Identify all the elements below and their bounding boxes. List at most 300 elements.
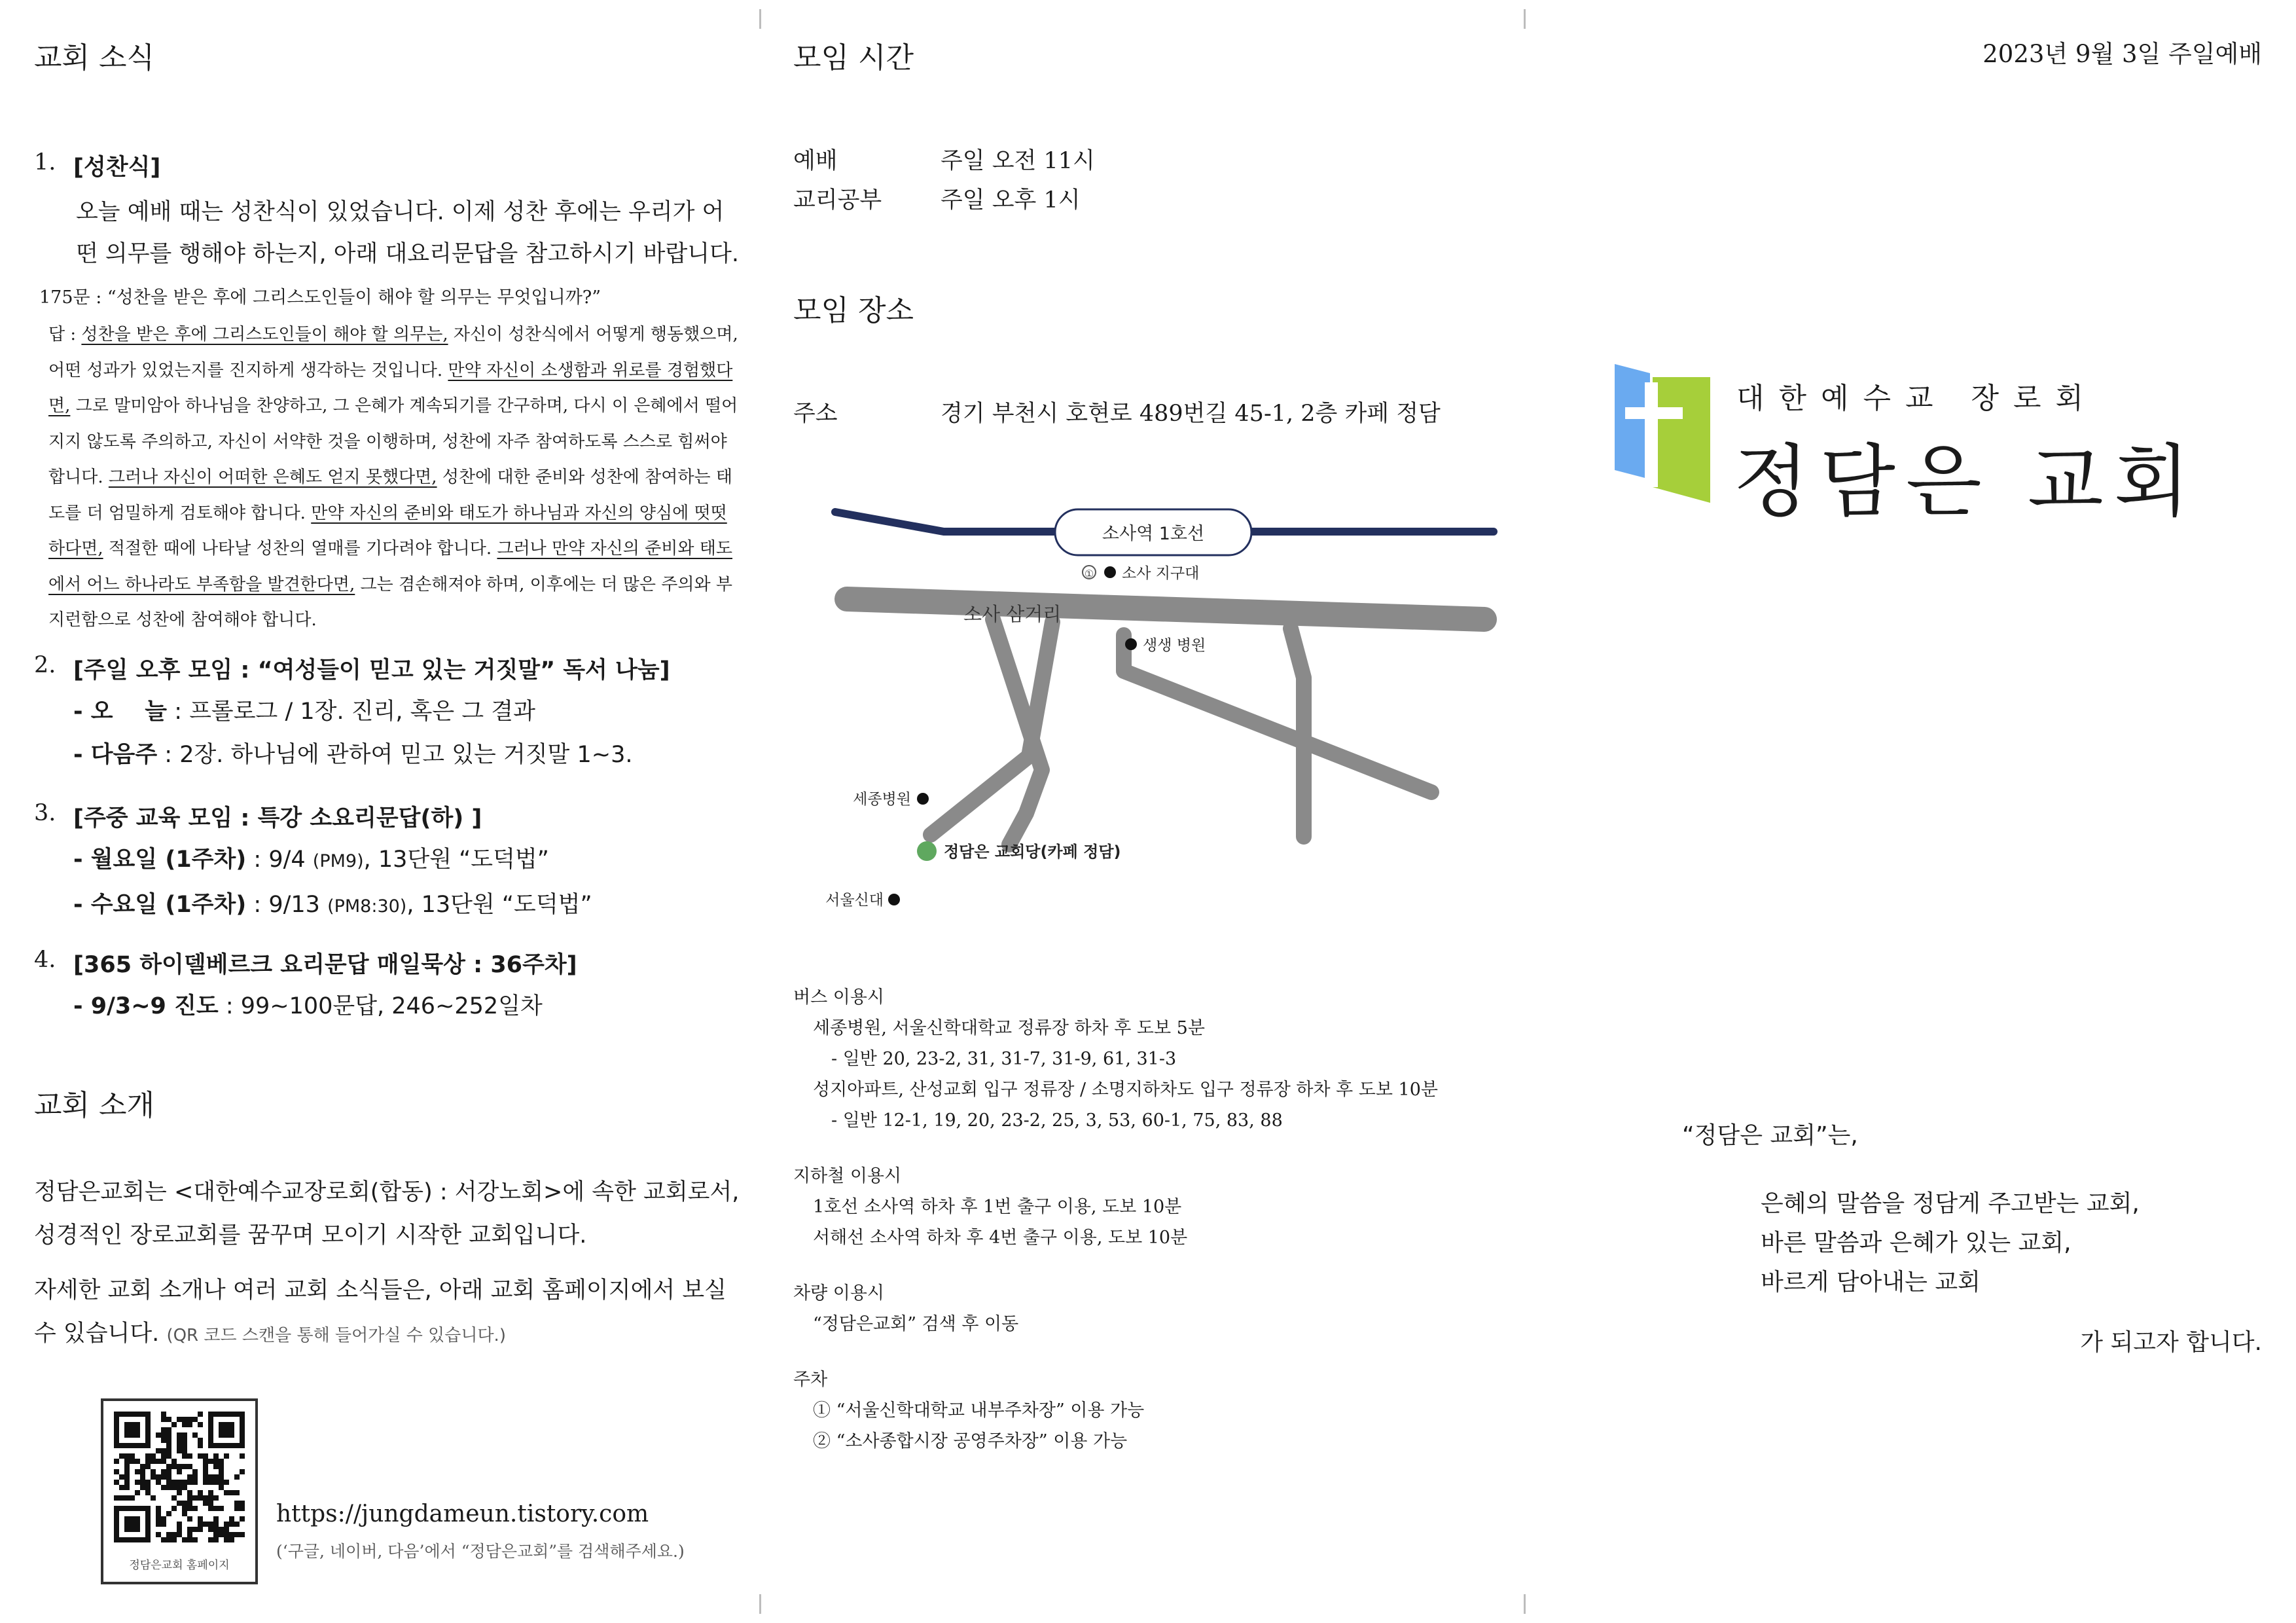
qr-module (182, 1501, 187, 1506)
qr-module (219, 1506, 224, 1511)
row-value: 경기 부천시 호현로 489번길 45-1, 2층 카페 정담 (941, 401, 1441, 427)
qr-module (114, 1469, 119, 1474)
qr-caption: 정담은교회 홈페이지 (129, 1559, 230, 1572)
qr-module (192, 1432, 198, 1438)
worship-time-row (793, 143, 1095, 175)
bus-heading: 버스 이용시 (793, 987, 884, 1008)
qr-module (156, 1474, 161, 1480)
item-number: 2. (34, 652, 56, 678)
qr-module (161, 1432, 166, 1438)
fold-mark (759, 9, 761, 29)
schedule-time: (PM8:30) (327, 896, 407, 917)
hospital-label: 세종병원 (853, 791, 911, 808)
schedule-time: (PM9) (312, 851, 364, 871)
qr-module (234, 1501, 240, 1506)
qr-module (234, 1490, 240, 1495)
item-title: [주일 오후 모임 : “여성들이 믿고 있는 거짓말” 독서 나눔] (73, 657, 670, 684)
qr-module (177, 1464, 182, 1469)
row-label: 주소 (793, 401, 838, 427)
qr-module (161, 1516, 166, 1522)
qr-module (124, 1480, 130, 1485)
qr-module (119, 1474, 124, 1480)
qr-module (161, 1427, 166, 1432)
news-item-weekday-class (34, 800, 741, 928)
qr-module (208, 1506, 213, 1511)
item-number: 3. (34, 800, 56, 826)
qr-module (187, 1527, 192, 1532)
answer-text: 만약 자신이 소생함과 위로를 경험했다면, (48, 360, 733, 416)
qr-module (161, 1453, 166, 1459)
qr-module (135, 1469, 140, 1474)
qr-module (130, 1459, 135, 1464)
answer-text: 그는 겸손해져야 하며, 이후에는 더 많은 주의와 부지런함으로 성찬에 참여해야 합니다. (48, 574, 732, 630)
qr-module (135, 1480, 140, 1485)
qr-module (151, 1495, 156, 1501)
qr-module (203, 1464, 208, 1469)
qr-module (166, 1511, 171, 1516)
meeting-time-title: 모임 시간 (793, 41, 914, 75)
qr-module (161, 1485, 166, 1490)
qr-module (187, 1453, 192, 1459)
qr-module (182, 1485, 187, 1490)
qr-module (140, 1485, 145, 1490)
qr-module (208, 1459, 213, 1464)
qr-module (203, 1474, 208, 1480)
qr-module (145, 1490, 151, 1495)
qr-module (203, 1453, 208, 1459)
qr-module (224, 1522, 229, 1527)
qr-module (192, 1417, 198, 1422)
item-title: [성찬식] (73, 155, 161, 181)
qr-module (114, 1459, 119, 1464)
schedule-label: - 월요일 (1주차) (73, 847, 247, 873)
subway-route: 1호선 소사역 하차 후 1번 출구 이용, 도보 10분 (813, 1197, 1182, 1217)
qr-module (224, 1527, 229, 1532)
news-item-afternoon-meeting (34, 652, 741, 776)
qr-module (166, 1469, 171, 1474)
qr-module (124, 1469, 130, 1474)
qr-module (198, 1438, 203, 1443)
university-marker (888, 894, 900, 905)
qr-module (208, 1495, 213, 1501)
qr-module (177, 1469, 182, 1474)
qr-module (145, 1480, 151, 1485)
qr-module (177, 1522, 182, 1527)
qr-module (161, 1474, 166, 1480)
qr-module (166, 1438, 171, 1443)
hospital-marker (1125, 638, 1137, 650)
schedule-next (73, 733, 741, 776)
qr-module (224, 1490, 229, 1495)
item-number: 1. (34, 149, 56, 175)
item-body: 오늘 예배 때는 성찬식이 있었습니다. 이제 성찬 후에는 우리가 어떤 의무를 행해야 하는지, 아래 대요리문답을 참고하시기 바랍니다. (76, 199, 740, 267)
church-marker (917, 841, 937, 861)
bus-lines: - 일반 12-1, 19, 20, 23-2, 25, 3, 53, 60-1, 75, 83, 88 (831, 1110, 1283, 1131)
qr-module (182, 1448, 187, 1453)
schedule-text: : 프롤로그 / 1장. 진리, 혹은 그 결과 (167, 699, 535, 725)
class-monday (73, 838, 741, 883)
qr-module (156, 1432, 161, 1438)
qr-module (171, 1506, 177, 1511)
qr-module (213, 1532, 219, 1537)
qr-module (145, 1485, 151, 1490)
motto-line: 바른 말씀과 은혜가 있는 교회, (1761, 1230, 2072, 1256)
qr-module (156, 1480, 161, 1485)
answer-text: 그로 말미암아 하나님을 찬양하고, 그 은혜가 계속되기를 간구하며, 다시 이 은혜에서 떨어지지 않도록 주의하고, 자신이 서약한 것을 이행하며, 성찬에 자주 참여하도록 스스로 힘써야 합니다. (48, 396, 738, 487)
news-title: 교회 소식 (34, 41, 155, 75)
qr-module (182, 1453, 187, 1459)
junction-label: 소사 삼거리 (963, 603, 1062, 625)
qr-module (224, 1480, 229, 1485)
qr-module (166, 1417, 171, 1422)
qr-module (182, 1422, 187, 1427)
catechism-question: 175문 : “성찬을 받은 후에 그리스도인들이 해야 할 의무는 무엇입니까?” (39, 287, 601, 308)
row-value: 주일 오후 1시 (941, 187, 1081, 213)
police-marker (1104, 566, 1116, 578)
qr-module (166, 1480, 171, 1485)
station-label: 소사역 1호선 (1102, 524, 1205, 544)
qr-module (166, 1453, 171, 1459)
schedule-text: : 99~100문답, 246~252일차 (218, 993, 543, 1019)
qr-finder (219, 1422, 234, 1438)
subway-heading: 지하철 이용시 (793, 1166, 902, 1186)
exit-label: ① (1084, 568, 1094, 580)
qr-module (156, 1448, 161, 1453)
item-title: [주중 교육 모임 : 특강 소요리문답(하) ] (73, 805, 482, 831)
qr-module (177, 1527, 182, 1532)
schedule-label: - 오 늘 (73, 699, 168, 725)
motto-line: 은혜의 말씀을 정담게 주고받는 교회, (1761, 1190, 2140, 1217)
road-network (847, 599, 1484, 845)
qr-module (145, 1459, 151, 1464)
schedule-label: - 다음주 (73, 742, 158, 768)
row-label: 교리공부 (793, 187, 882, 213)
qr-module (203, 1501, 208, 1506)
qr-module (161, 1522, 166, 1527)
qr-module (229, 1490, 234, 1495)
qr-module (145, 1453, 151, 1459)
car-heading: 차량 이용시 (793, 1283, 884, 1304)
qr-module (187, 1480, 192, 1485)
qr-module (166, 1537, 171, 1542)
church-logo-icon (1615, 364, 1713, 503)
qr-module (161, 1537, 166, 1542)
answer-text: 성찬에 대한 준비와 성찬에 참여하는 태도를 더 엄밀하게 검토해야 합니다. (48, 467, 733, 523)
qr-module (192, 1537, 198, 1542)
qr-module (182, 1438, 187, 1443)
qr-module (224, 1532, 229, 1537)
qr-module (213, 1480, 219, 1485)
motto-line: “정담은 교회”는, (1682, 1122, 1858, 1149)
qr-module (119, 1453, 124, 1459)
qr-module (198, 1522, 203, 1527)
qr-module (198, 1453, 203, 1459)
qr-module (192, 1527, 198, 1532)
qr-module (240, 1532, 245, 1537)
qr-module (192, 1506, 198, 1511)
qr-module (156, 1522, 161, 1527)
qr-module (187, 1495, 192, 1501)
qr-module (213, 1506, 219, 1511)
qr-module (234, 1474, 240, 1480)
location-map (825, 491, 1500, 923)
fold-mark (1524, 9, 1526, 29)
schedule-date: : 9/13 (246, 892, 328, 918)
qr-module (192, 1495, 198, 1501)
qr-module (171, 1459, 177, 1464)
qr-module (177, 1501, 182, 1506)
qr-module (171, 1537, 177, 1542)
intro-text: 자세한 교회 소개나 여러 교회 소식들은, 아래 교회 홈페이지에서 보실 수 있습니다. (34, 1277, 726, 1347)
schedule-date: : 9/4 (246, 847, 313, 873)
qr-module (208, 1537, 213, 1542)
qr-module (182, 1432, 187, 1438)
qr-finder (124, 1516, 140, 1532)
qr-module (166, 1464, 171, 1469)
qr-module (240, 1516, 245, 1522)
university-label: 서울신대 (825, 892, 884, 909)
devotion-progress (73, 985, 741, 1028)
qr-module (187, 1501, 192, 1506)
qr-module (171, 1464, 177, 1469)
schedule-label: - 수요일 (1주차) (73, 892, 247, 918)
qr-module (124, 1464, 130, 1469)
qr-module (161, 1417, 166, 1422)
address-row (793, 395, 1441, 428)
qr-module (208, 1522, 213, 1527)
qr-module (203, 1522, 208, 1527)
qr-module (156, 1459, 161, 1464)
intro-paragraph: 정담은교회는 <대한예수교장로회(합동) : 서강노회>에 속한 교회로서, 성경적인 장로교회를 꿈꾸며 모이기 시작한 교회입니다. (34, 1179, 740, 1249)
qr-module (171, 1485, 177, 1490)
qr-module (203, 1495, 208, 1501)
answer-text: 그러나 자신이 어떠한 은혜도 얻지 못했다면, (108, 467, 437, 487)
qr-module (213, 1474, 219, 1480)
qr-module (124, 1453, 130, 1459)
qr-module (151, 1453, 156, 1459)
qr-module (140, 1474, 145, 1480)
qr-module (171, 1532, 177, 1537)
intro-paragraph (34, 1269, 747, 1357)
fold-mark (1524, 1594, 1526, 1614)
qr-module (219, 1527, 224, 1532)
qr-module (166, 1443, 171, 1448)
qr-module (171, 1480, 177, 1485)
qr-module (156, 1532, 161, 1537)
qr-module (198, 1490, 203, 1495)
qr-module (166, 1432, 171, 1438)
car-route: “정담은교회” 검색 후 이동 (813, 1314, 1019, 1334)
news-item-communion (34, 149, 741, 275)
schedule-text: , 13단원 “도덕법” (363, 847, 549, 873)
cover-panel (1532, 0, 2262, 1623)
qr-code[interactable] (101, 1398, 258, 1584)
qr-module (213, 1495, 219, 1501)
qr-module (229, 1532, 234, 1537)
motto-line: 가 되고자 합니다. (2080, 1329, 2262, 1356)
qr-module (124, 1474, 130, 1480)
qr-module (177, 1485, 182, 1490)
qr-module (229, 1522, 234, 1527)
study-time-row (793, 182, 1081, 215)
answer-text: 만약 자신의 준비와 태도가 하나님과 자신의 양심에 떳떳하다면, (48, 503, 727, 558)
bus-lines: - 일반 20, 23-2, 31, 31-7, 31-9, 61, 31-3 (831, 1049, 1177, 1069)
answer-label: 답 : (48, 325, 82, 344)
qr-module (177, 1438, 182, 1443)
item-title: [365 하이델베르크 요리문답 매일묵상 : 36주차] (73, 952, 577, 978)
qr-module (198, 1495, 203, 1501)
qr-module (171, 1495, 177, 1501)
bus-route: 성지아파트, 산성교회 입구 정류장 / 소명지하차도 입구 정류장 하차 후 도보 10분 (813, 1080, 1438, 1100)
qr-module (124, 1459, 130, 1464)
qr-module (177, 1443, 182, 1448)
qr-module (140, 1469, 145, 1474)
fold-mark (759, 1594, 761, 1614)
qr-module (182, 1537, 187, 1542)
qr-module (161, 1438, 166, 1443)
qr-module (182, 1480, 187, 1485)
qr-module (187, 1506, 192, 1511)
qr-module (177, 1532, 182, 1537)
qr-module (187, 1464, 192, 1469)
qr-module (234, 1532, 240, 1537)
police-label: 소사 지구대 (1122, 565, 1200, 582)
qr-module (198, 1412, 203, 1417)
qr-module (140, 1480, 145, 1485)
qr-module (187, 1474, 192, 1480)
qr-module (124, 1495, 130, 1501)
item-number: 4. (34, 947, 56, 973)
row-label: 예배 (793, 148, 838, 174)
qr-module (171, 1422, 177, 1427)
qr-module (219, 1464, 224, 1469)
hospital-marker (917, 793, 929, 805)
qr-module (203, 1480, 208, 1485)
qr-module (219, 1485, 224, 1490)
qr-module (240, 1453, 245, 1459)
qr-module (213, 1453, 219, 1459)
parking-option: ① “서울신학대학교 내부주차장” 이용 가능 (813, 1400, 1145, 1421)
hospital-label: 생생 병원 (1143, 637, 1206, 654)
qr-module (114, 1480, 119, 1485)
qr-module (135, 1490, 140, 1495)
qr-module (198, 1443, 203, 1448)
answer-text: 적절한 때에 나타날 성찬의 열매를 기다려야 합니다. (103, 539, 497, 558)
search-note: (‘구글, 네이버, 다음’에서 “정담은교회”를 검색해주세요.) (276, 1542, 685, 1561)
qr-module (130, 1453, 135, 1459)
qr-module (151, 1474, 156, 1480)
qr-module (224, 1453, 229, 1459)
qr-module (192, 1474, 198, 1480)
parking-heading: 주차 (793, 1370, 828, 1390)
schedule-label: - 9/3~9 진도 (73, 993, 219, 1019)
qr-module (166, 1427, 171, 1432)
qr-module (166, 1532, 171, 1537)
qr-module (198, 1422, 203, 1427)
qr-module (219, 1532, 224, 1537)
qr-module (161, 1448, 166, 1453)
qr-module (219, 1480, 224, 1485)
intro-note: (QR 코드 스캔을 통해 들어가실 수 있습니다.) (166, 1326, 506, 1345)
catechism-answer (48, 317, 742, 638)
qr-module (192, 1480, 198, 1485)
qr-module (219, 1459, 224, 1464)
qr-module (192, 1469, 198, 1474)
qr-module (229, 1537, 234, 1542)
church-name: 정담은 교회 (1733, 437, 2200, 528)
qr-module (177, 1480, 182, 1485)
qr-module (240, 1506, 245, 1511)
schedule-text: : 2장. 하나님에 관하여 믿고 있는 거짓말 1~3. (157, 742, 633, 768)
qr-module (198, 1516, 203, 1522)
qr-module (151, 1459, 156, 1464)
qr-module (213, 1516, 219, 1522)
qr-module (229, 1516, 234, 1522)
qr-module (182, 1464, 187, 1469)
qr-module (187, 1516, 192, 1522)
qr-module (203, 1469, 208, 1474)
qr-module (182, 1417, 187, 1422)
class-wednesday (73, 883, 741, 928)
qr-module (177, 1432, 182, 1438)
qr-module (213, 1464, 219, 1469)
qr-module (182, 1506, 187, 1511)
qr-module (161, 1469, 166, 1474)
main-road (847, 599, 1484, 619)
qr-module (219, 1474, 224, 1480)
qr-module (130, 1495, 135, 1501)
answer-text: 자신이 성찬식에서 어떻게 행동했으며, 어떤 성과가 있었는지를 진지하게 생각하는 것입니다. (48, 325, 738, 380)
denomination-name: 대한예수교 장로회 (1736, 382, 2098, 415)
qr-module (182, 1443, 187, 1448)
qr-module (135, 1459, 140, 1464)
qr-module (140, 1464, 145, 1469)
qr-module (240, 1469, 245, 1474)
answer-text: 그러나 만약 자신의 준비와 태도에서 어느 하나라도 부족함을 발견한다면, (48, 539, 733, 594)
qr-module (213, 1527, 219, 1532)
qr-module (213, 1522, 219, 1527)
qr-finder (124, 1422, 140, 1438)
qr-module (177, 1417, 182, 1422)
row-value: 주일 오전 11시 (941, 148, 1095, 174)
qr-module (213, 1459, 219, 1464)
qr-module (156, 1516, 161, 1522)
meeting-place-title: 모임 장소 (793, 294, 914, 327)
logo-green-panel (1653, 377, 1710, 503)
qr-module (187, 1537, 192, 1542)
qr-module (187, 1532, 192, 1537)
qr-module (119, 1485, 124, 1490)
directions (793, 982, 1507, 1457)
qr-module (224, 1537, 229, 1542)
qr-module (156, 1506, 161, 1511)
homepage-link[interactable]: https://jungdameun.tistory.com (276, 1501, 649, 1527)
news-panel (34, 0, 747, 1623)
qr-module (119, 1495, 124, 1501)
qr-module (177, 1490, 182, 1495)
church-label: 정담은 교회당(카페 정담) (944, 843, 1121, 861)
qr-module (203, 1459, 208, 1464)
qr-module (124, 1485, 130, 1490)
answer-text: 성찬을 받은 후에 그리스도인들이 해야 할 의무는, (81, 325, 448, 344)
subway-route: 서해선 소사역 하차 후 4번 출구 이용, 도보 10분 (813, 1228, 1188, 1248)
schedule-today (73, 690, 741, 733)
service-date: 2023년 9월 3일 주일예배 (1982, 40, 2262, 68)
qr-module (234, 1506, 240, 1511)
qr-module (114, 1495, 119, 1501)
qr-module (208, 1527, 213, 1532)
qr-module (156, 1511, 161, 1516)
